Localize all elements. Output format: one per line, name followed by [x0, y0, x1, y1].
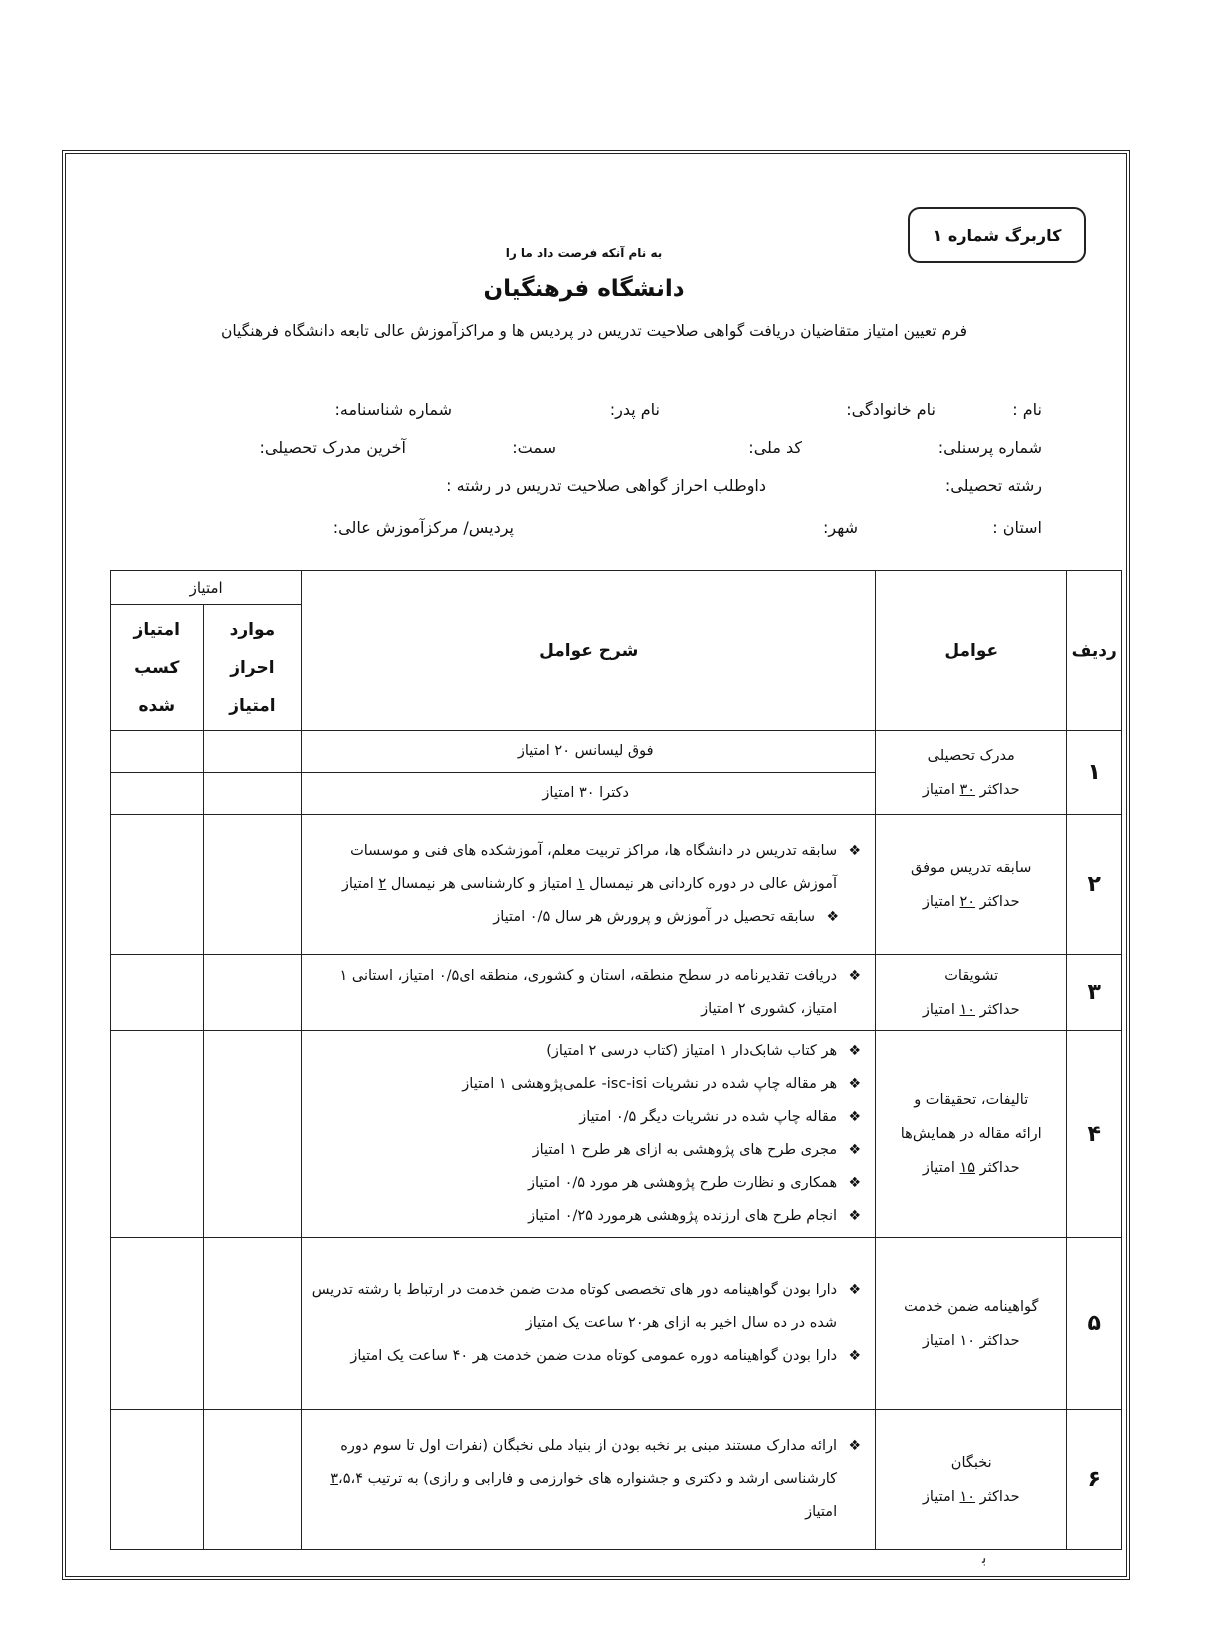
header-items-line2: احراز [230, 657, 275, 678]
field-name[interactable]: نام : [1012, 400, 1042, 419]
factor-max: حداکثر ۱۰ امتیاز [922, 1001, 1020, 1018]
row-factor [876, 815, 1067, 955]
table-row [111, 955, 1122, 1031]
table-row [111, 731, 1122, 773]
bullet-item: ❖ هر مقاله چاپ شده در نشریات isc-isi- علمی‌پژوهشی ۱ امتیاز [462, 1076, 862, 1092]
header-earned-line1: امتیاز [133, 619, 180, 640]
header-items [203, 605, 302, 731]
field-id-number[interactable]: شماره شناسنامه: [334, 400, 452, 419]
factor-max: حداکثر ۱۰ امتیاز [922, 1332, 1020, 1349]
score-items-cell[interactable] [203, 955, 302, 1031]
field-position[interactable]: سمت: [512, 438, 556, 457]
row-number: ۶ [1067, 1410, 1122, 1550]
field-province[interactable]: استان : [992, 518, 1042, 537]
field-city[interactable]: شهر: [823, 518, 858, 537]
score-items-cell[interactable] [203, 773, 302, 815]
pen-mark: ﺑ [982, 1548, 987, 1567]
score-earned-cell[interactable] [111, 773, 204, 815]
header-items-line1: موارد [229, 619, 276, 640]
bullet-item: ❖ سابقه تدریس در دانشگاه ها، مراکز تربیت معلم، آموزشکده های فنی و موسسات آموزش عالی در دوره کاردانی هر نیمسال ۱ امتیاز و کارشناسی هر نیمسال ۲ امتیاز [341, 843, 862, 892]
factor-max: حداکثر ۱۰ امتیاز [922, 1488, 1020, 1505]
bullet-item: ❖ سابقه تحصیل در آموزش و پرورش هر سال ۰/۵ امتیاز [493, 909, 840, 925]
table-row [111, 815, 1122, 955]
row-number: ۲ [1067, 815, 1122, 955]
field-candidate[interactable]: داوطلب احراز گواهی صلاحیت تدریس در رشته : [446, 476, 766, 495]
row-factor [876, 1410, 1067, 1550]
row-factor [876, 1031, 1067, 1238]
row-description [302, 815, 876, 955]
bullet-item: ❖ انجام طرح های ارزنده پژوهشی هرمورد ۰/۲۵ امتیاز [528, 1208, 862, 1224]
row-number: ۴ [1067, 1031, 1122, 1238]
bullet-item: ❖ همکاری و نظارت طرح پژوهشی هر مورد ۰/۵ امتیاز [528, 1175, 862, 1191]
bullet-item: ❖ ارائه مدارک مستند مبنی بر نخبه بودن از بنیاد ملی نخبگان (نفرات اول تا سوم دوره کارشناسی ارشد و دکتری و جشنواره های خوارزمی و فارابی و رازی) به ترتیب ۳،۵،۴ امتیاز [330, 1438, 862, 1520]
table-row [111, 1410, 1122, 1550]
score-earned-cell[interactable] [111, 1410, 204, 1550]
header-score: امتیاز [111, 571, 302, 605]
header-earned-line2: کسب [134, 657, 180, 678]
score-earned-cell[interactable] [111, 1031, 204, 1238]
row-factor [876, 1238, 1067, 1410]
row-description [302, 955, 876, 1031]
row-factor [876, 731, 1067, 815]
row-number: ۳ [1067, 955, 1122, 1031]
dedication-line: به نام آنکه فرصت داد ما را [505, 246, 663, 260]
field-personnel[interactable]: شماره پرسنلی: [937, 438, 1042, 457]
row-description: فوق لیسانس ۲۰ امتیاز [302, 731, 876, 773]
field-family[interactable]: نام خانوادگی: [846, 400, 936, 419]
factor-line: تشویقات [944, 967, 999, 984]
score-items-cell[interactable] [203, 815, 302, 955]
field-field-of-study[interactable]: رشته تحصیلی: [944, 476, 1042, 495]
table-row [111, 1031, 1122, 1238]
bullet-item: ❖ مجری طرح های پژوهشی به ازای هر طرح ۱ امتیاز [532, 1142, 862, 1158]
bullet-item: ❖ هر کتاب شابک‌دار ۱ امتیاز (کتاب درسی ۲ امتیاز) [546, 1043, 862, 1059]
bullet-item: ❖ دارا بودن گواهینامه دوره عمومی کوتاه مدت ضمن خدمت هر ۴۰ ساعت یک امتیاز [350, 1348, 862, 1364]
form-title: فرم تعیین امتیاز متقاضیان دریافت گواهی صلاحیت تدریس در پردیس ها و مراکزآموزش عالی تابعه دانشگاه فرهنگیان [220, 322, 968, 340]
score-earned-cell[interactable] [111, 1238, 204, 1410]
score-earned-cell[interactable] [111, 955, 204, 1031]
row-factor [876, 955, 1067, 1031]
factor-line: نخبگان [950, 1454, 992, 1471]
factor-max: حداکثر ۲۰ امتیاز [922, 893, 1020, 910]
bullet-item: ❖ دریافت تقدیرنامه در سطح منطقه، استان و کشوری، منطقه ای۰/۵ امتیاز، استانی ۱ امتیاز، کشوری ۲ امتیاز [339, 967, 862, 1017]
header-factor: عوامل [876, 571, 1067, 731]
row-number: ۱ [1067, 731, 1122, 815]
header-items-line3: امتیاز [229, 695, 276, 716]
university-title: دانشگاه فرهنگیان [483, 276, 685, 302]
row-description [302, 1410, 876, 1550]
row-number: ۵ [1067, 1238, 1122, 1410]
factor-line: مدرک تحصیلی [927, 747, 1015, 764]
header-description: شرح عوامل [302, 571, 876, 731]
table-row [111, 1238, 1122, 1410]
score-items-cell[interactable] [203, 1238, 302, 1410]
score-earned-cell[interactable] [111, 731, 204, 773]
field-last-degree[interactable]: آخرین مدرک تحصیلی: [259, 438, 406, 457]
header-earned [111, 605, 204, 731]
row-description: دکترا ۳۰ امتیاز [302, 773, 876, 815]
form-number-badge: کاربرگ شماره ۱ [908, 207, 1086, 263]
table-header-row [111, 571, 1122, 605]
score-earned-cell[interactable] [111, 815, 204, 955]
score-items-cell[interactable] [203, 731, 302, 773]
field-campus[interactable]: پردیس/ مرکزآموزش عالی: [332, 518, 514, 537]
factor-line: ارائه مقاله در همایش‌ها [900, 1126, 1042, 1142]
field-national-code[interactable]: کد ملی: [748, 438, 802, 457]
header-row-number: ردیف [1067, 571, 1122, 731]
score-table [110, 570, 1122, 1550]
score-items-cell[interactable] [203, 1031, 302, 1238]
field-father[interactable]: نام پدر: [609, 400, 660, 419]
bullet-item: ❖ مقاله چاپ شده در نشریات دیگر ۰/۵ امتیاز [579, 1109, 862, 1125]
factor-max: حداکثر ۳۰ امتیاز [922, 781, 1020, 798]
row-description [302, 1031, 876, 1238]
bullet-item: ❖ دارا بودن گواهینامه دور های تخصصی کوتاه مدت ضمن خدمت در ارتباط با رشته تدریس شده در ده سال اخیر به ازای هر۲۰ ساعت یک امتیاز [311, 1282, 862, 1331]
factor-line: گواهینامه ضمن خدمت [904, 1298, 1039, 1315]
row-description [302, 1238, 876, 1410]
header-earned-line3: شده [138, 695, 176, 716]
factor-max: حداکثر ۱۵ امتیاز [922, 1160, 1020, 1176]
factor-line: سابقه تدریس موفق [911, 859, 1032, 876]
factor-line: تالیفات، تحقیقات و [914, 1092, 1029, 1108]
score-items-cell[interactable] [203, 1410, 302, 1550]
